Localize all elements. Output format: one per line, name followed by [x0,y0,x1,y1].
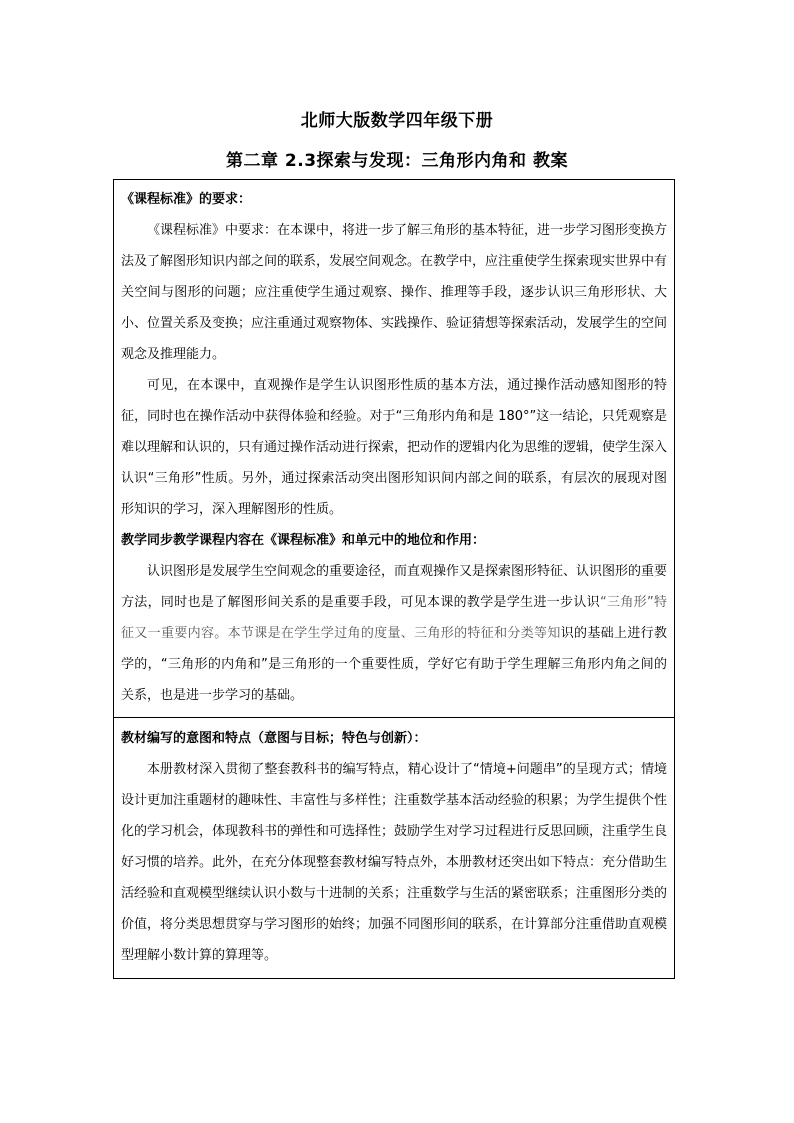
paragraph-intent: 本册教材深入贯彻了整套教科书的编写特点，精心设计了“情境+问题串”的呈现方式；情境设计更加注重题材的趣味性、丰富性与多样性；注重数学基本活动经验的积累；为学生提供个性化的学习机会，体现教科书的弹性和可选择性；鼓励学生对学习过程进行反思回顾，注重学生良好习惯的培养。此外，在充分体现整套教材编写特点外，本册教材还突出如下特点：充分借助生活经验和直观模型继续认识小数与十进制的关系；注重数学与生活的紧密联系；注重图形分类的价值，将分类思想贯穿与学习图形的始终；加强不同图形间的联系，在计算部分注重借助直观模型理解小数计算的算理等。 [121,762,668,963]
document-title: 北师大版数学四年级下册 [300,111,494,131]
section-heading-position: 教学同步教学课程内容在《课程标准》和单元中的地位和作用： [121,533,486,548]
content-table [113,179,675,979]
section-heading-intent: 教材编写的意图和特点（意图与目标；特色与创新）： [121,731,427,746]
table-cell-intent [114,718,674,978]
document-subtitle: 第二章 2.3探索与发现：三角形内角和 教案 [226,151,568,171]
paragraph-position-part-3: 识的基础上进行教学的，“三角形的内角和”是三角形的一个重要性质，学好它有助于学生理解三角形内角之间的关系，也是进一步学习的基础。 [121,626,667,703]
table-cell-standards [114,180,674,718]
paragraph-position-part-1: 认识图形是发展学生空间观念的重要途径，而直观操作又是探索图形特征、认识图形的重要方法，同时也是了解图形间关系的是重要手段，可见本课的教学是学生进一步认识 [121,564,668,610]
paragraph-standards-2: 可见，在本课中，直观操作是学生认识图形性质的基本方法，通过操作活动感知图形的特征，同时也在操作活动中获得体验和经验。对于“三角形内角和是 180°”这一结论，只凭观察是难以理解和认识的，只有通过操作活动进行探索，把动作的逻辑内化为思维的逻辑，使学生深入认识“三角形”性质。另外，通过探索活动突出图形知识间内部之间的联系，有层次的展现对图形知识的学习，深入理解图形的性质。 [121,378,668,517]
section-heading-standards: 《课程标准》的要求： [121,192,252,207]
paragraph-position [121,556,667,711]
paragraph-standards-1: 《课程标准》中要求：在本课中，将进一步了解三角形的基本特征，进一步学习图形变换方法及了解图形知识内部之间的联系，发展空间观念。在教学中，应注重使学生探索现实世界中有关空间与图形的问题；应注重使学生通过观察、操作、推理等手段，逐步认识三角形形状、大小、位置关系及变换；应注重通过观察物体、实践操作、验证猜想等探索活动，发展学生的空间观念及推理能力。 [121,223,668,362]
paragraph-position-part-2: “三角形”特征又一重要内容。本节课是在学生学过角的度量、三角形的特征和分类等知 [121,595,667,641]
